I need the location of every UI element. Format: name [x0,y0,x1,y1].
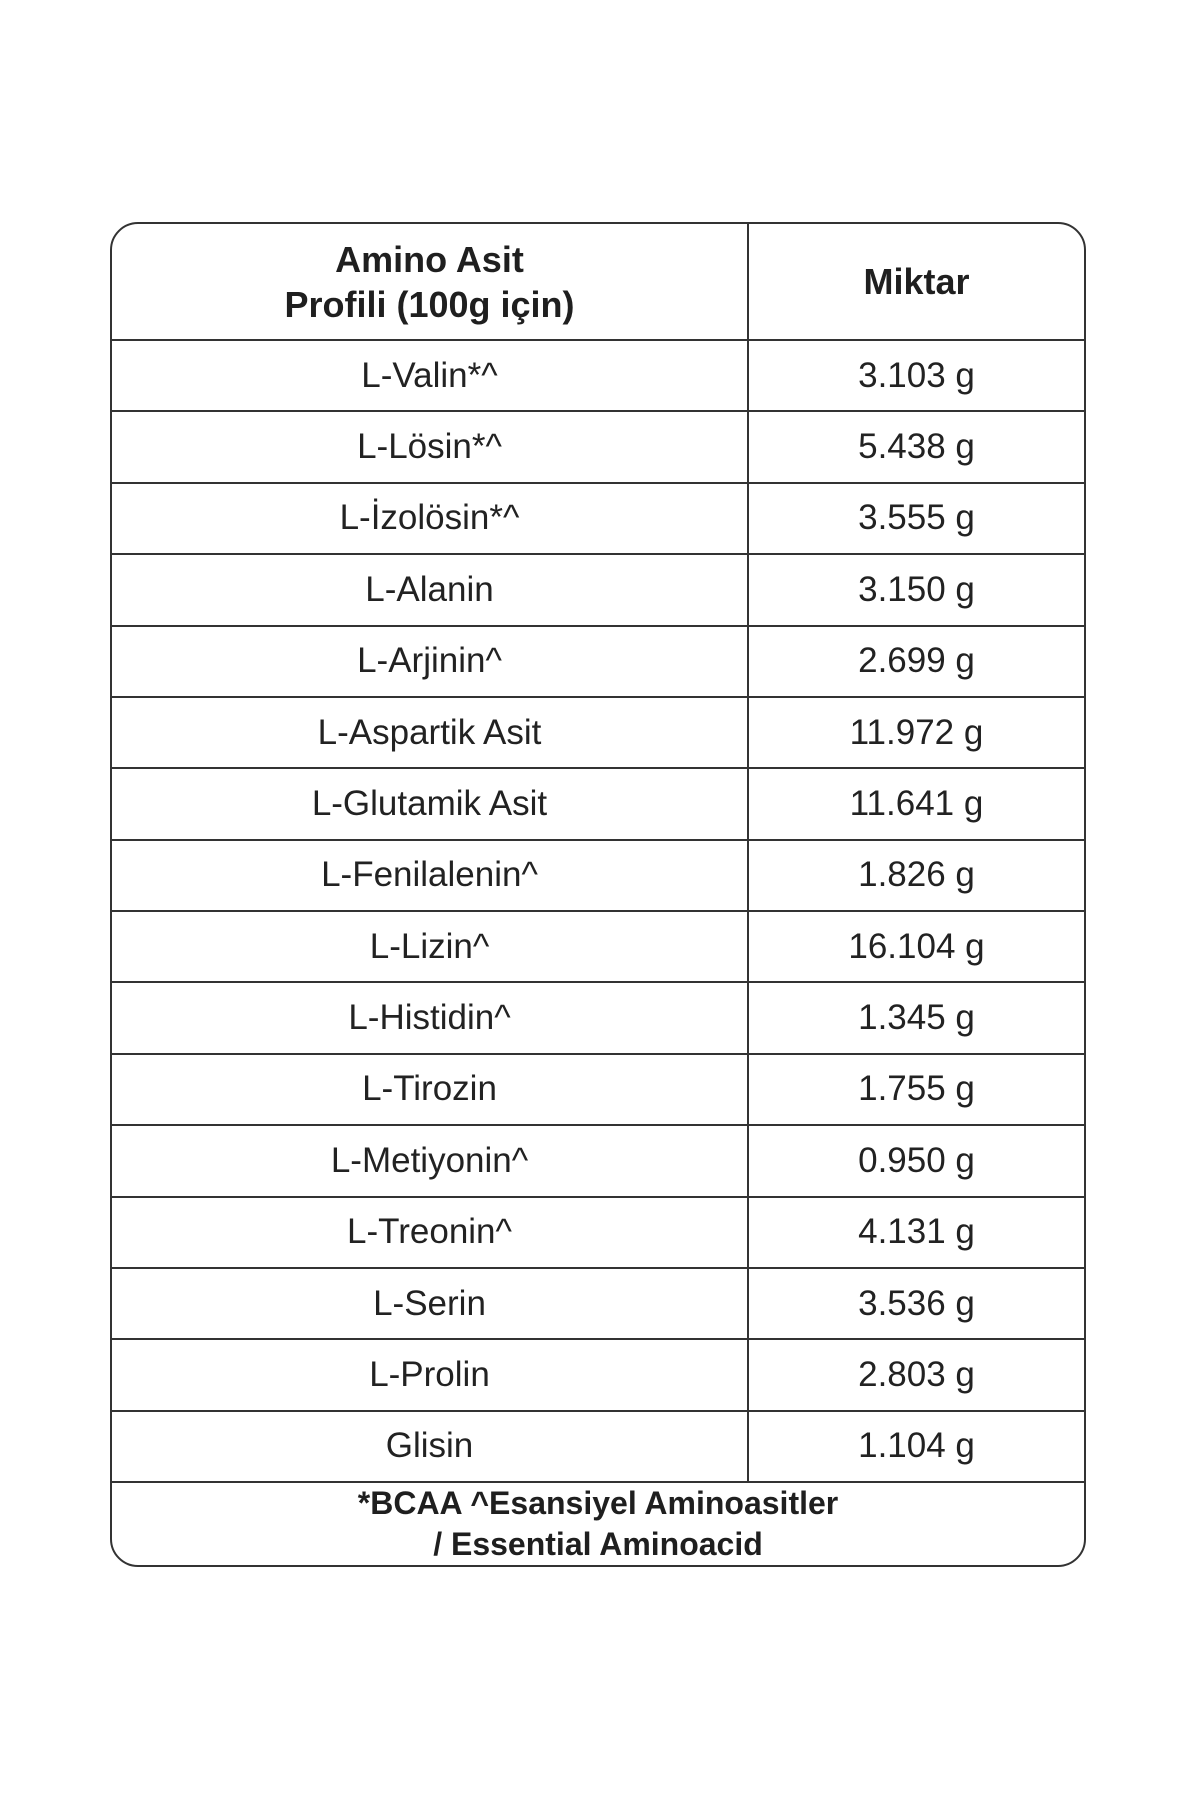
footnote-line2: / Essential Aminoacid [433,1526,763,1562]
amino-acid-name: Glisin [112,1411,748,1482]
amino-acid-amount: 3.150 g [748,554,1084,625]
table-row [112,911,1084,982]
header-amino-acid-profile [112,224,748,340]
table-row [112,982,1084,1053]
table-row [112,554,1084,625]
amino-acid-name: L-Lösin*^ [112,411,748,482]
amino-acid-name: L-Tirozin [112,1054,748,1125]
amino-acid-name: L-Aspartik Asit [112,697,748,768]
amino-acid-table [112,224,1084,1565]
amino-acid-amount: 5.438 g [748,411,1084,482]
table-row [112,697,1084,768]
amino-acid-name: L-Serin [112,1268,748,1339]
table-row [112,483,1084,554]
table-row [112,1339,1084,1410]
table-footnote-row [112,1482,1084,1565]
amino-acid-table-card [110,222,1086,1567]
amino-acid-name: L-Treonin^ [112,1197,748,1268]
amino-acid-amount: 1.104 g [748,1411,1084,1482]
table-row [112,768,1084,839]
amino-acid-amount: 3.103 g [748,340,1084,411]
amino-acid-name: L-Prolin [112,1339,748,1410]
amino-acid-amount: 0.950 g [748,1125,1084,1196]
amino-acid-amount: 1.755 g [748,1054,1084,1125]
amino-acid-name: L-Arjinin^ [112,626,748,697]
amino-acid-name: L-Fenilalenin^ [112,840,748,911]
amino-acid-name: L-Metiyonin^ [112,1125,748,1196]
amino-acid-amount: 3.536 g [748,1268,1084,1339]
header-name-line2: Profili (100g için) [284,283,575,325]
amino-acid-amount: 4.131 g [748,1197,1084,1268]
amino-acid-name: L-Histidin^ [112,982,748,1053]
footnote [112,1482,1084,1565]
amino-acid-name: L-Valin*^ [112,340,748,411]
amino-acid-amount: 1.345 g [748,982,1084,1053]
table-row [112,340,1084,411]
amino-acid-name: L-Lizin^ [112,911,748,982]
amino-acid-amount: 2.699 g [748,626,1084,697]
table-row [112,1125,1084,1196]
table-row [112,411,1084,482]
amino-acid-name: L-Glutamik Asit [112,768,748,839]
amino-acid-amount: 1.826 g [748,840,1084,911]
table-row [112,1411,1084,1482]
amino-acid-amount: 16.104 g [748,911,1084,982]
table-header-row [112,224,1084,340]
amino-acid-name: L-İzolösin*^ [112,483,748,554]
table-row [112,840,1084,911]
header-amount: Miktar [748,224,1084,340]
table-row [112,1197,1084,1268]
amino-acid-amount: 2.803 g [748,1339,1084,1410]
amino-acid-amount: 11.641 g [748,768,1084,839]
header-name-line1: Amino Asit [335,238,524,280]
amino-acid-name: L-Alanin [112,554,748,625]
table-row [112,1268,1084,1339]
table-row [112,1054,1084,1125]
table-row [112,626,1084,697]
amino-acid-amount: 3.555 g [748,483,1084,554]
amino-acid-amount: 11.972 g [748,697,1084,768]
footnote-line1: *BCAA ^Esansiyel Aminoasitler [357,1485,839,1521]
table-body [112,340,1084,1482]
